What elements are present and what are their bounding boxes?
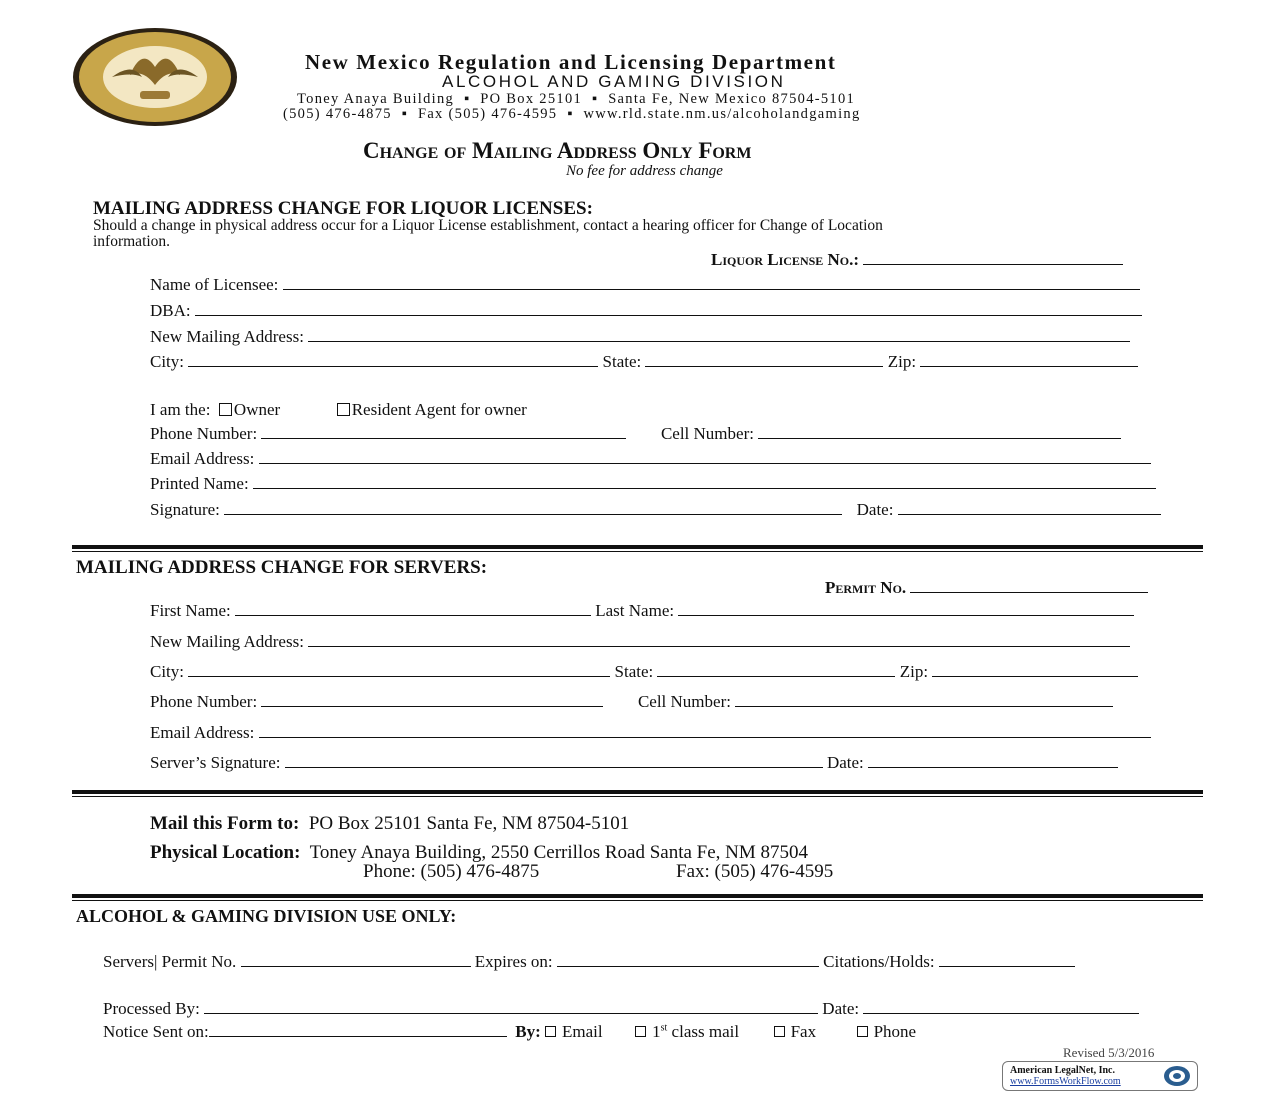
liquor-license-row xyxy=(711,250,1123,270)
notice-fax-checkbox[interactable] xyxy=(774,1026,785,1037)
header-fax: Fax (505) 476-4595 xyxy=(417,106,558,122)
licensee-row xyxy=(150,275,1140,295)
expires-label: Expires on: xyxy=(474,952,553,971)
server-phone-input[interactable] xyxy=(261,692,603,707)
server-cell-label: Cell Number: xyxy=(637,692,731,711)
division-name: ALCOHOL AND GAMING DIVISION xyxy=(442,72,786,91)
resident-agent-checkbox[interactable] xyxy=(337,403,350,416)
address-building: Toney Anaya Building xyxy=(297,91,455,107)
revised-date: Revised 5/3/2016 xyxy=(1063,1045,1155,1060)
iam-row xyxy=(150,400,527,420)
server-email-input[interactable] xyxy=(259,723,1151,738)
form-subtitle: No fee for address change xyxy=(566,163,723,179)
legalnet-logo-icon xyxy=(1162,1065,1192,1087)
citations-label: Citations/Holds: xyxy=(823,952,935,971)
department-name: New Mexico Regulation and Licensing Department xyxy=(305,50,837,74)
notice-fax-label: Fax xyxy=(790,1022,817,1041)
liquor-heading: MAILING ADDRESS CHANGE FOR LIQUOR LICENSES: xyxy=(93,198,593,219)
notice-input[interactable] xyxy=(209,1022,507,1037)
printed-name-row xyxy=(150,474,1156,494)
liquor-note-line2: information. xyxy=(93,233,171,250)
printed-name-input[interactable] xyxy=(253,474,1156,489)
header-contact-line: (505) 476-4875 ▪ Fax (505) 476-4595 ▪ www.rld.state.nm.us/alcoholandgaming xyxy=(283,106,861,122)
server-city-input[interactable] xyxy=(188,662,610,677)
printed-name-label: Printed Name: xyxy=(150,474,249,493)
resident-agent-option-label: Resident Agent for owner xyxy=(351,400,527,419)
office-date-input[interactable] xyxy=(863,999,1139,1014)
liquor-zip-label: Zip: xyxy=(887,352,917,371)
liquor-cell-label: Cell Number: xyxy=(660,424,754,443)
processed-label: Processed By: xyxy=(103,999,200,1018)
liquor-date-label: Date: xyxy=(856,500,894,519)
notice-email-checkbox[interactable] xyxy=(545,1026,556,1037)
dba-row xyxy=(150,301,1142,321)
server-state-label: State: xyxy=(614,662,654,681)
liquor-phone-row xyxy=(150,424,1121,444)
liquor-city-row xyxy=(150,352,1138,372)
server-zip-input[interactable] xyxy=(932,662,1138,677)
owner-option-label: Owner xyxy=(233,400,281,419)
server-date-input[interactable] xyxy=(868,753,1118,768)
mail-phone: Phone: (505) 476-4875 xyxy=(363,861,540,882)
header-address-line: Toney Anaya Building ▪ PO Box 25101 ▪ Santa Fe, New Mexico 87504-5101 xyxy=(297,91,856,107)
first-name-label: First Name: xyxy=(150,601,231,620)
first-name-input[interactable] xyxy=(235,601,591,616)
processed-row xyxy=(103,999,1139,1019)
office-use-heading: ALCOHOL & GAMING DIVISION USE ONLY: xyxy=(76,906,457,926)
liquor-license-input[interactable] xyxy=(863,250,1123,265)
office-permit-row xyxy=(103,952,1075,972)
licensee-label: Name of Licensee: xyxy=(150,275,279,294)
liquor-email-input[interactable] xyxy=(259,449,1151,464)
liquor-email-label: Email Address: xyxy=(150,449,255,468)
liquor-state-input[interactable] xyxy=(645,352,883,367)
server-email-row xyxy=(150,723,1151,743)
notice-mail-checkbox[interactable] xyxy=(635,1026,646,1037)
liquor-mailing-label: New Mailing Address: xyxy=(150,327,304,346)
notice-mail-label: class mail xyxy=(671,1022,740,1041)
liquor-phone-label: Phone Number: xyxy=(150,424,258,443)
server-signature-input[interactable] xyxy=(285,753,823,768)
citations-input[interactable] xyxy=(939,952,1075,967)
notice-mail-sup: st xyxy=(660,1022,668,1034)
notice-phone-checkbox[interactable] xyxy=(857,1026,868,1037)
liquor-phone-input[interactable] xyxy=(261,424,626,439)
notice-email-label: Email xyxy=(562,1022,603,1041)
server-signature-row xyxy=(150,753,1118,773)
last-name-label: Last Name: xyxy=(595,601,675,620)
server-cell-input[interactable] xyxy=(735,692,1113,707)
server-name-row xyxy=(150,601,1134,621)
mail-to-label: Mail this Form to: xyxy=(150,813,300,834)
server-phone-label: Phone Number: xyxy=(150,692,258,711)
address-city: Santa Fe, New Mexico 87504-5101 xyxy=(608,91,856,107)
office-permit-label: Servers| Permit No. xyxy=(103,952,237,971)
liquor-note-line1: Should a change in physical address occur for a Liquor License establishment, contact a hearing officer for Change of Location xyxy=(93,217,883,234)
liquor-city-input[interactable] xyxy=(188,352,598,367)
liquor-signature-row xyxy=(150,500,1161,520)
dba-input[interactable] xyxy=(195,301,1142,316)
processed-input[interactable] xyxy=(204,999,818,1014)
liquor-license-label: Liquor License No.: xyxy=(711,250,860,269)
section-divider-2 xyxy=(72,790,1203,794)
server-mailing-input[interactable] xyxy=(308,632,1130,647)
server-phone-row xyxy=(150,692,1113,712)
address-pobox: PO Box 25101 xyxy=(480,91,583,107)
server-email-label: Email Address: xyxy=(150,723,255,742)
header-website[interactable]: www.rld.state.nm.us/alcoholandgaming xyxy=(583,106,861,122)
liquor-date-input[interactable] xyxy=(898,500,1161,515)
server-zip-label: Zip: xyxy=(899,662,929,681)
mail-to-row xyxy=(150,813,629,835)
expires-input[interactable] xyxy=(557,952,819,967)
permit-row xyxy=(825,578,1148,598)
permit-input[interactable] xyxy=(910,578,1148,593)
section-divider-3 xyxy=(72,894,1203,898)
section-divider-1 xyxy=(72,545,1203,549)
legalnet-url[interactable]: www.FormsWorkFlow.com xyxy=(1010,1076,1121,1087)
legalnet-brand: American LegalNet, Inc. xyxy=(1010,1065,1115,1076)
server-city-row xyxy=(150,662,1138,682)
dba-label: DBA: xyxy=(150,301,191,320)
office-date-label: Date: xyxy=(822,999,860,1018)
liquor-signature-input[interactable] xyxy=(224,500,842,515)
server-mailing-label: New Mailing Address: xyxy=(150,632,304,651)
iam-label: I am the: xyxy=(150,400,211,419)
notice-mail-num: 1 xyxy=(652,1022,661,1041)
office-permit-input[interactable] xyxy=(241,952,471,967)
form-title: Change of Mailing Address Only Form xyxy=(363,138,752,163)
liquor-mailing-input[interactable] xyxy=(308,327,1130,342)
section-divider-1b xyxy=(72,551,1203,552)
liquor-signature-label: Signature: xyxy=(150,500,220,519)
liquor-state-label: State: xyxy=(602,352,642,371)
notice-phone-label: Phone xyxy=(873,1022,917,1041)
server-mailing-row xyxy=(150,632,1130,652)
liquor-city-label: City: xyxy=(150,352,185,371)
last-name-input[interactable] xyxy=(678,601,1134,616)
mail-fax: Fax: (505) 476-4595 xyxy=(676,861,834,882)
liquor-cell-input[interactable] xyxy=(758,424,1121,439)
liquor-zip-input[interactable] xyxy=(920,352,1138,367)
server-date-label: Date: xyxy=(826,753,864,772)
mail-to-value: PO Box 25101 Santa Fe, NM 87504-5101 xyxy=(308,813,630,834)
liquor-email-row xyxy=(150,449,1151,469)
licensee-input[interactable] xyxy=(283,275,1140,290)
section-divider-2b xyxy=(72,796,1203,797)
server-signature-label: Server’s Signature: xyxy=(150,753,281,772)
permit-label: Permit No. xyxy=(825,578,907,597)
owner-checkbox[interactable] xyxy=(219,403,232,416)
server-state-input[interactable] xyxy=(657,662,895,677)
notice-label: Notice Sent on: xyxy=(103,1022,209,1041)
notice-row xyxy=(103,1022,916,1042)
physical-location-label: Physical Location: xyxy=(150,842,301,863)
liquor-mailing-row xyxy=(150,327,1130,347)
server-city-label: City: xyxy=(150,662,185,681)
by-label: By: xyxy=(515,1022,541,1041)
header-phone: (505) 476-4875 xyxy=(283,106,392,122)
servers-heading: MAILING ADDRESS CHANGE FOR SERVERS: xyxy=(76,557,488,578)
section-divider-3b xyxy=(72,900,1203,901)
physical-location-value: Toney Anaya Building, 2550 Cerrillos Road Santa Fe, NM 87504 xyxy=(309,842,809,863)
legalnet-badge[interactable] xyxy=(1002,1061,1198,1091)
